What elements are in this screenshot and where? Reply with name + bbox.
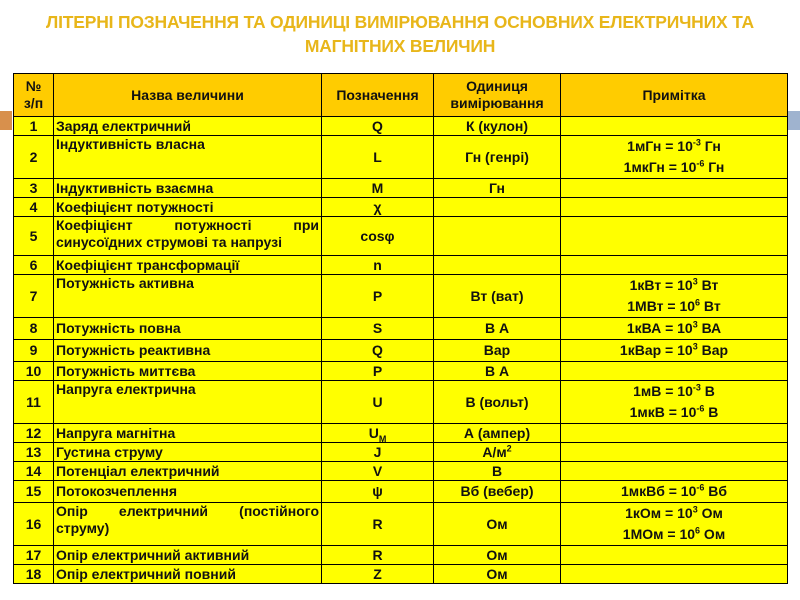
unit-text: В А [484,320,510,336]
quantity-symbol [322,503,434,546]
quantity-symbol [322,275,434,318]
table-row [14,462,788,481]
note-base: 1кВА = 10 [626,320,693,336]
quantity-name: Опір електричний (постійного струму) [54,503,322,546]
table-row [14,424,788,443]
note-line [563,275,785,296]
quantity-unit [434,256,561,275]
unit-text: А (ампер) [463,424,531,441]
table-row [14,198,788,217]
quantity-unit [434,546,561,565]
header-number [14,74,54,117]
quantity-unit [434,198,561,217]
row-number: 16 [14,503,54,546]
unit-text: Вт (ват) [470,287,524,304]
quantity-note [561,198,788,217]
note-base: 1кВар = 10 [619,342,693,358]
unit-text: Ом [486,546,508,563]
quantity-symbol [322,198,434,217]
row-number: 6 [14,256,54,275]
note-exponent: 6 [695,525,701,536]
quantity-unit [434,217,561,256]
quantity-name: Потужність миттєва [54,362,322,381]
unit-text: Вб (вебер) [460,483,534,499]
quantity-note [561,117,788,136]
note-base: 1кВт = 10 [629,277,693,293]
note-exponent: 3 [692,276,698,287]
symbol-text: U [372,393,383,410]
table-row [14,340,788,362]
note-tail: Гн [704,159,725,175]
quantity-name: Опір електричний повний [54,565,322,584]
unit-text: Гн [488,179,506,196]
quantities-table [13,73,788,584]
quantity-unit [434,503,561,546]
quantity-name: Потенціал електричний [54,462,322,481]
row-number: 11 [14,381,54,424]
quantity-symbol [322,481,434,503]
note-line [563,381,785,402]
quantity-unit [434,318,561,340]
quantity-name: Потужність повна [54,318,322,340]
note-base: 1мВ = 10 [633,383,693,399]
row-number: 5 [14,217,54,256]
quantity-note [561,565,788,584]
symbol-text: Q [372,117,383,134]
unit-text: Ом [486,515,508,532]
note-base: 1МВт = 10 [627,298,696,314]
quantity-name: Потужність активна [54,275,322,318]
symbol-text: R [372,546,383,563]
unit-text: В (вольт) [465,393,529,410]
row-number: 3 [14,179,54,198]
symbol-text: J [373,443,382,460]
quantity-note [561,503,788,546]
quantity-note [561,136,788,179]
row-number: 4 [14,198,54,217]
quantity-name: Заряд електричний [54,117,322,136]
quantity-symbol [322,217,434,256]
header-unit [434,74,561,117]
quantity-unit [434,443,561,462]
note-tail: В [704,404,719,420]
right-accent-bar [788,111,800,130]
note-tail: Ом [700,526,726,542]
note-base: 1мкВб = 10 [620,483,697,499]
table-row [14,318,788,340]
row-number: 17 [14,546,54,565]
quantity-unit [434,565,561,584]
row-number: 18 [14,565,54,584]
unit-superscript: 2 [506,442,512,453]
note-exponent: -3 [692,382,701,393]
symbol-text: Z [373,565,382,582]
quantity-symbol [322,424,434,443]
table-row [14,179,788,198]
page-title: ЛІТЕРНІ ПОЗНАЧЕННЯ ТА ОДИНИЦІ ВИМІРЮВАННЯ ОСНОВНИХ ЕЛЕКТРИЧНИХ ТА МАГНІТНИХ ВЕЛИЧИН [46,12,754,56]
unit-text: К (кулон) [465,117,529,134]
quantity-unit [434,179,561,198]
quantity-unit [434,275,561,318]
quantity-name: Потокозчеплення [54,481,322,503]
table-row [14,546,788,565]
note-exponent: 6 [695,297,701,308]
note-base: 1кОм = 10 [625,505,693,521]
note-exponent: -6 [696,158,705,169]
note-tail: Вт [700,298,721,314]
unit-text: Ом [486,565,508,582]
quantity-note [561,462,788,481]
note-line [563,503,785,524]
quantity-symbol [322,443,434,462]
unit-text: В А [484,362,510,379]
table-row [14,256,788,275]
table-row [14,217,788,256]
quantity-unit [434,481,561,503]
header-number-line2: з/п [23,95,44,111]
quantity-note [561,318,788,340]
quantity-name: Потужність реактивна [54,340,322,362]
symbol-text: P [372,362,383,379]
note-line [563,318,785,339]
table-row [14,362,788,381]
quantity-symbol [322,362,434,381]
row-number: 7 [14,275,54,318]
quantity-symbol [322,136,434,179]
quantity-unit [434,136,561,179]
row-number: 15 [14,481,54,503]
table-row [14,443,788,462]
table-row [14,503,788,546]
symbol-text: Q [372,342,383,358]
table-row [14,565,788,584]
note-line [563,481,785,502]
symbol-text: ψ [372,483,383,499]
row-number: 13 [14,443,54,462]
table-row [14,136,788,179]
left-accent-bar [0,111,12,130]
symbol-text: χ [373,198,382,215]
row-number: 12 [14,424,54,443]
header-number-line1: № [25,78,42,94]
note-exponent: -6 [696,403,705,414]
symbol-subscript: M [378,433,387,443]
header-unit-line2: вимірювання [450,95,544,111]
quantity-note [561,256,788,275]
quantity-name: Густина струму [54,443,322,462]
quantity-name: Індуктивність взаємна [54,179,322,198]
symbol-text: L [373,148,382,165]
header-note: Примітка [561,74,788,117]
note-exponent: -6 [696,482,705,493]
quantity-symbol [322,565,434,584]
note-tail: В [700,383,715,399]
quantity-unit [434,462,561,481]
note-base: 1мкВ = 10 [629,404,697,420]
symbol-text: M [371,179,384,196]
quantity-symbol [322,546,434,565]
quantity-name: Напруга електрична [54,381,322,424]
symbol-text: V [372,462,383,479]
note-exponent: 3 [692,341,698,352]
quantity-name: Коефіцієнт потужності при синусоїдних струмові та напрузі [54,217,322,256]
quantity-note [561,443,788,462]
unit-text: В [491,462,503,479]
note-line [563,402,785,423]
quantity-unit [434,362,561,381]
quantity-symbol [322,462,434,481]
quantity-symbol [322,381,434,424]
unit-text: Гн (генрі) [465,148,529,165]
quantity-note [561,340,788,362]
header-unit-line1: Одиниця [466,78,528,94]
quantity-name: Коефіцієнт трансформації [54,256,322,275]
note-tail: Вар [697,342,729,358]
table-row [14,275,788,318]
note-line [563,340,785,361]
header-symbol: Позначення [322,74,434,117]
table-row [14,117,788,136]
note-line [563,136,785,157]
row-number: 8 [14,318,54,340]
quantity-unit [434,424,561,443]
symbol-text: n [373,256,382,273]
note-tail: Вт [697,277,719,293]
quantity-note [561,424,788,443]
quantity-note [561,217,788,256]
row-number: 14 [14,462,54,481]
quantity-unit [434,381,561,424]
quantity-unit [434,340,561,362]
quantity-unit [434,117,561,136]
symbol-text: cosφ [360,227,395,244]
quantity-symbol [322,179,434,198]
note-line [563,524,785,545]
note-line [563,157,785,178]
symbol-text: R [372,515,383,532]
note-tail: Гн [700,138,721,154]
table-header-row [14,74,788,117]
note-exponent: -3 [692,137,701,148]
header-name: Назва величини [54,74,322,117]
quantity-note [561,179,788,198]
table-row [14,481,788,503]
row-number: 1 [14,117,54,136]
quantity-name: Напруга магнітна [54,424,322,443]
quantity-name: Коефіцієнт потужності [54,198,322,217]
quantity-symbol [322,340,434,362]
note-tail: Вб [704,483,728,499]
note-exponent: 3 [692,319,698,330]
row-number: 2 [14,136,54,179]
quantity-symbol [322,256,434,275]
unit-text: Вар [483,342,511,358]
note-base: 1МОм = 10 [622,526,696,542]
quantity-note [561,481,788,503]
quantity-note [561,546,788,565]
table-row [14,381,788,424]
symbol-text: P [372,287,383,304]
row-number: 10 [14,362,54,381]
quantity-name: Опір електричний активний [54,546,322,565]
unit-text: А/м [482,443,507,460]
symbol-text: U [368,424,379,441]
note-tail: ВА [697,320,722,336]
quantity-note [561,275,788,318]
row-number: 9 [14,340,54,362]
quantity-note [561,362,788,381]
note-line [563,296,785,317]
note-base: 1мГн = 10 [627,138,693,154]
quantity-name: Індуктивність власна [54,136,322,179]
note-tail: Ом [697,505,723,521]
quantity-note [561,381,788,424]
note-exponent: 3 [692,504,698,515]
note-base: 1мкГн = 10 [623,159,697,175]
symbol-text: S [372,320,383,336]
quantity-symbol [322,318,434,340]
quantity-symbol [322,117,434,136]
